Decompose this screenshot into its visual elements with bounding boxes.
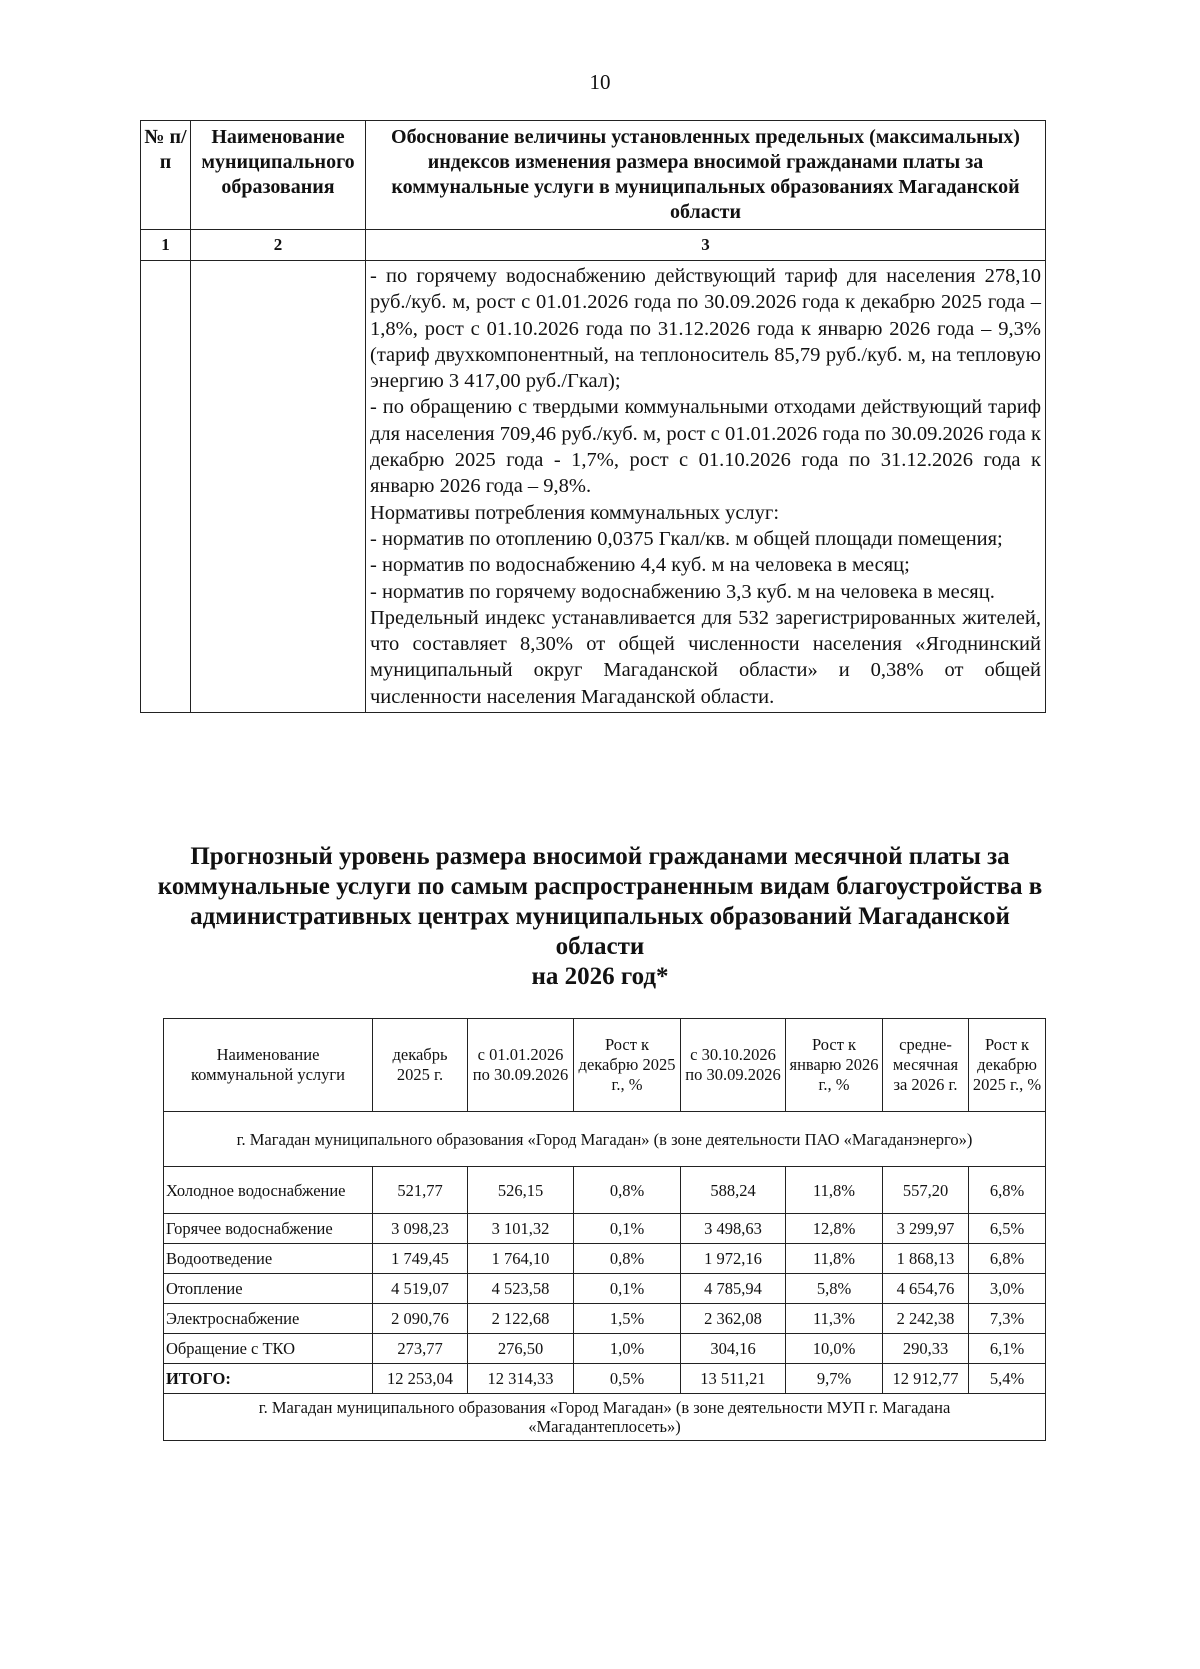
column-number: 1 bbox=[141, 230, 191, 261]
value-cell: 1 868,13 bbox=[883, 1244, 969, 1274]
value-cell: 2 122,68 bbox=[468, 1304, 574, 1334]
value-cell: 1 972,16 bbox=[681, 1244, 786, 1274]
header-cell: декабрь 2025 г. bbox=[373, 1019, 468, 1112]
paragraph: - норматив по отоплению 0,0375 Гкал/кв. м общей площади помещения; bbox=[370, 527, 1003, 550]
value-cell: 12 253,04 bbox=[373, 1364, 468, 1394]
column-number: 2 bbox=[191, 230, 366, 261]
value-cell: 2 090,76 bbox=[373, 1304, 468, 1334]
value-cell: 4 523,58 bbox=[468, 1274, 574, 1304]
section-title bbox=[140, 842, 1060, 992]
column-number: 3 bbox=[366, 230, 1046, 261]
value-cell: 9,7% bbox=[786, 1364, 883, 1394]
table-row bbox=[164, 1214, 1046, 1244]
table-row bbox=[141, 261, 1046, 713]
value-cell: 557,20 bbox=[883, 1167, 969, 1214]
section-row bbox=[164, 1394, 1046, 1441]
forecast-table bbox=[163, 1018, 1046, 1441]
value-cell: 0,8% bbox=[574, 1167, 681, 1214]
service-name: Электроснабжение bbox=[164, 1304, 373, 1334]
empty-cell bbox=[191, 261, 366, 713]
header-cell: Наименование муниципального образования bbox=[191, 121, 366, 230]
empty-cell bbox=[141, 261, 191, 713]
service-name: Водоотведение bbox=[164, 1244, 373, 1274]
header-cell: Рост к декабрю 2025 г., % bbox=[969, 1019, 1046, 1112]
paragraph: - норматив по горячему водоснабжению 3,3 куб. м на человека в месяц. bbox=[370, 580, 995, 603]
value-cell: 0,8% bbox=[574, 1244, 681, 1274]
value-cell: 5,8% bbox=[786, 1274, 883, 1304]
value-cell: 7,3% bbox=[969, 1304, 1046, 1334]
value-cell: 12 912,77 bbox=[883, 1364, 969, 1394]
paragraph: Нормативы потребления коммунальных услуг: bbox=[370, 501, 780, 524]
value-cell: 4 654,76 bbox=[883, 1274, 969, 1304]
header-cell: средне-месячная за 2026 г. bbox=[883, 1019, 969, 1112]
value-cell: 1,0% bbox=[574, 1334, 681, 1364]
page-number: 10 bbox=[589, 70, 611, 94]
paragraph: - по горячему водоснабжению действующий тариф для населения 278,10 руб./куб. м, рост с 01.01.2026 года по 30.09.2026 года к декабрю 2025 года – 1,8%, рост с 01.10.2026 года по 31.12.2026 года к январю 2026 года – 9,3% (тариф двухкомпонентный, на теплоноситель 85,79 руб./куб. м, на тепловую энергию 3 417,00 руб./Гкал); bbox=[370, 265, 1041, 393]
section-label: г. Магадан муниципального образования «Город Магадан» (в зоне деятельности МУП г. Магадана «Магадантеплосеть») bbox=[164, 1394, 1046, 1441]
value-cell: 3 498,63 bbox=[681, 1214, 786, 1244]
header-cell: Рост к январю 2026 г., % bbox=[786, 1019, 883, 1112]
value-cell: 0,1% bbox=[574, 1214, 681, 1244]
value-cell: 276,50 bbox=[468, 1334, 574, 1364]
value-cell: 6,8% bbox=[969, 1244, 1046, 1274]
service-name: Отопление bbox=[164, 1274, 373, 1304]
value-cell: 11,8% bbox=[786, 1167, 883, 1214]
value-cell: 6,5% bbox=[969, 1214, 1046, 1244]
value-cell: 3 101,32 bbox=[468, 1214, 574, 1244]
title-line: Прогнозный уровень размера вносимой гражданами месячной платы за коммунальные услуги по самым распространенным видам благоустройства в административных центрах муниципальных образований Магаданской области bbox=[157, 843, 1043, 960]
table-row bbox=[164, 1304, 1046, 1334]
service-name: Холодное водоснабжение bbox=[164, 1167, 373, 1214]
value-cell: 1 764,10 bbox=[468, 1244, 574, 1274]
value-cell: 0,1% bbox=[574, 1274, 681, 1304]
value-cell: 6,1% bbox=[969, 1334, 1046, 1364]
value-cell: 3 098,23 bbox=[373, 1214, 468, 1244]
paragraph: - норматив по водоснабжению 4,4 куб. м на человека в месяц; bbox=[370, 554, 910, 577]
value-cell: 1 749,45 bbox=[373, 1244, 468, 1274]
table-row bbox=[164, 1167, 1046, 1214]
value-cell: 3,0% bbox=[969, 1274, 1046, 1304]
value-cell: 0,5% bbox=[574, 1364, 681, 1394]
service-name: ИТОГО: bbox=[164, 1364, 373, 1394]
paragraph: Предельный индекс устанавливается для 532 зарегистрированных жителей, что составляет 8,30% от общей численности населения «Ягоднинский муниципальный округ Магаданской области» и 0,38% от общей численности населения Магаданской области. bbox=[370, 606, 1041, 708]
section-row bbox=[164, 1112, 1046, 1167]
value-cell: 11,8% bbox=[786, 1244, 883, 1274]
column-number-row bbox=[141, 230, 1046, 261]
section-label: г. Магадан муниципального образования «Город Магадан» (в зоне деятельности ПАО «Магаданэнерго») bbox=[164, 1112, 1046, 1167]
value-cell: 273,77 bbox=[373, 1334, 468, 1364]
total-row bbox=[164, 1364, 1046, 1394]
header-cell: № п/п bbox=[141, 121, 191, 230]
justification-table bbox=[140, 120, 1046, 713]
justification-text bbox=[366, 261, 1046, 713]
value-cell: 3 299,97 bbox=[883, 1214, 969, 1244]
table-header-row bbox=[141, 121, 1046, 230]
table-row bbox=[164, 1334, 1046, 1364]
value-cell: 304,16 bbox=[681, 1334, 786, 1364]
table-row bbox=[164, 1244, 1046, 1274]
header-cell: Рост к декабрю 2025 г., % bbox=[574, 1019, 681, 1112]
value-cell: 521,77 bbox=[373, 1167, 468, 1214]
paragraph: - по обращению с твердыми коммунальными отходами действующий тариф для населения 709,46 руб./куб. м, рост с 01.01.2026 года по 30.09.2026 года к декабрю 2025 года - 1,7%, рост с 01.10.2026 года по 31.12.2026 года к январю 2026 года – 9,8%. bbox=[370, 396, 1041, 498]
value-cell: 1,5% bbox=[574, 1304, 681, 1334]
table-row bbox=[164, 1274, 1046, 1304]
value-cell: 12 314,33 bbox=[468, 1364, 574, 1394]
value-cell: 2 362,08 bbox=[681, 1304, 786, 1334]
value-cell: 10,0% bbox=[786, 1334, 883, 1364]
value-cell: 588,24 bbox=[681, 1167, 786, 1214]
service-name: Горячее водоснабжение bbox=[164, 1214, 373, 1244]
header-cell: Наименование коммунальной услуги bbox=[164, 1019, 373, 1112]
value-cell: 6,8% bbox=[969, 1167, 1046, 1214]
value-cell: 2 242,38 bbox=[883, 1304, 969, 1334]
value-cell: 12,8% bbox=[786, 1214, 883, 1244]
value-cell: 4 785,94 bbox=[681, 1274, 786, 1304]
title-year: на 2026 год* bbox=[531, 963, 669, 990]
value-cell: 290,33 bbox=[883, 1334, 969, 1364]
header-cell: с 30.10.2026 по 30.09.2026 bbox=[681, 1019, 786, 1112]
header-cell: с 01.01.2026 по 30.09.2026 bbox=[468, 1019, 574, 1112]
header-cell: Обоснование величины установленных предельных (максимальных) индексов изменения размера вносимой гражданами платы за коммунальные услуги в муниципальных образованиях Магаданской области bbox=[366, 121, 1046, 230]
value-cell: 11,3% bbox=[786, 1304, 883, 1334]
service-name: Обращение с ТКО bbox=[164, 1334, 373, 1364]
value-cell: 5,4% bbox=[969, 1364, 1046, 1394]
value-cell: 13 511,21 bbox=[681, 1364, 786, 1394]
value-cell: 4 519,07 bbox=[373, 1274, 468, 1304]
table-header-row bbox=[164, 1019, 1046, 1112]
value-cell: 526,15 bbox=[468, 1167, 574, 1214]
